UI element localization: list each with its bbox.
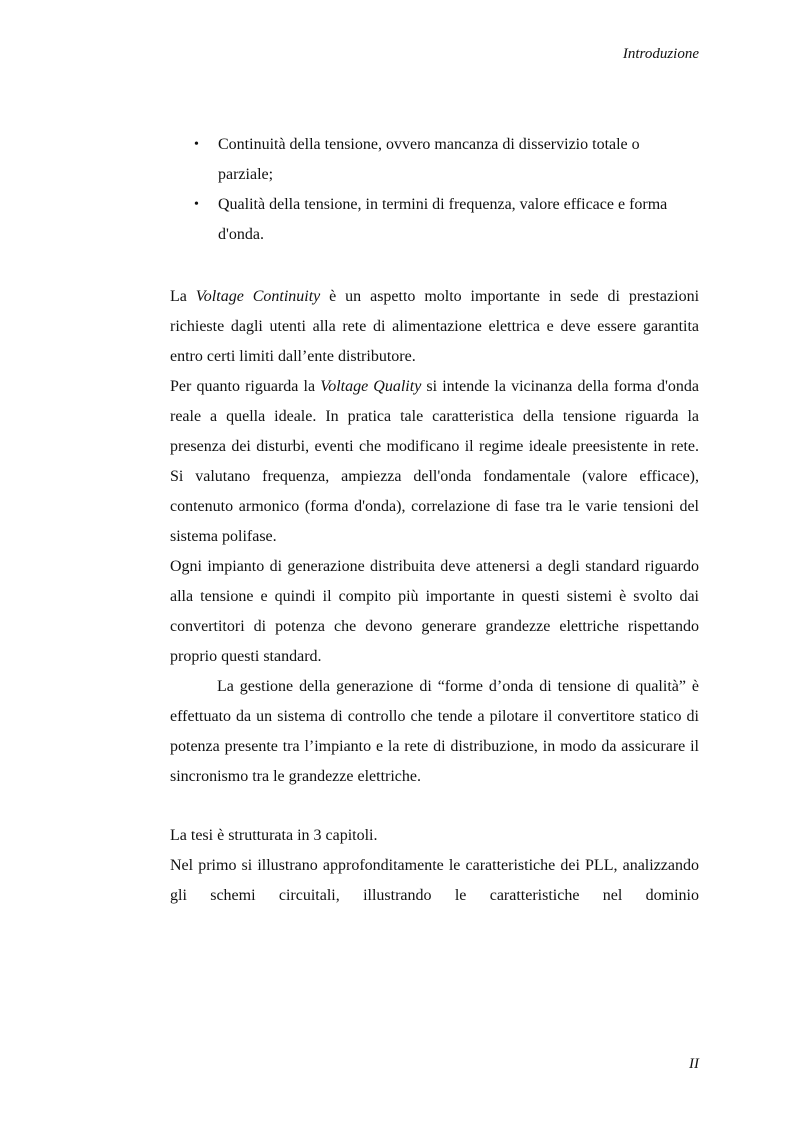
list-item-text: Qualità della tensione, in termini di frequenza, valore efficace e forma d'onda. bbox=[218, 196, 668, 243]
paragraph-voltage-quality bbox=[170, 372, 699, 552]
bullet-icon: • bbox=[194, 197, 199, 212]
paragraph-voltage-continuity bbox=[170, 282, 699, 372]
paragraph-text: è un aspetto molto importante in sede di prestazioni richieste dagli utenti alla rete di alimentazione elettrica e deve essere garantita entro certi limiti dall’ente distributore. bbox=[170, 288, 700, 365]
running-header: Introduzione bbox=[622, 46, 699, 62]
term-voltage-continuity: Voltage Continuity bbox=[195, 288, 321, 305]
paragraph-first-chapter: Nel primo si illustrano approfonditamente le caratteristiche dei PLL, analizzando gli schemi circuitali, illustrando le caratteristiche nel dominio bbox=[170, 857, 699, 904]
term-voltage-quality: Voltage Quality bbox=[320, 378, 422, 395]
list-item bbox=[170, 190, 699, 250]
paragraph-thesis-structure: La tesi è strutturata in 3 capitoli. bbox=[170, 827, 378, 844]
paragraph-control-system: La gestione della generazione di “forme d’onda di tensione di qualità” è effettuato da un sistema di controllo che tende a pilotare il convertitore statico di potenza presente tra l’impianto e la rete di distribuzione, in modo da assicurare il sincronismo tra le grandezze elettriche. bbox=[170, 678, 699, 785]
paragraph-text: La bbox=[170, 288, 196, 305]
page-number: II bbox=[689, 1056, 699, 1072]
bullet-list bbox=[170, 130, 699, 250]
list-item bbox=[170, 130, 699, 190]
page-body bbox=[170, 130, 699, 911]
bullet-icon: • bbox=[194, 137, 199, 152]
paragraph-distributed-generation: Ogni impianto di generazione distribuita deve attenersi a degli standard riguardo alla tensione e quindi il compito più importante in questi sistemi è svolto dai convertitori di potenza che devono generare grandezze elettriche rispettando proprio questi standard. bbox=[170, 558, 699, 665]
paragraph-text: Per quanto riguarda la bbox=[170, 378, 321, 395]
paragraph-text: si intende la vicinanza della forma d'onda reale a quella ideale. In pratica tale caratteristica della tensione riguarda la presenza dei disturbi, eventi che modificano il regime ideale preesistente in rete. Si valutano frequenza, ampiezza dell'onda fondamentale (valore efficace), contenuto armonico (forma d'onda), correlazione di fase tra le varie tensioni del sistema polifase. bbox=[170, 378, 700, 545]
list-item-text: Continuità della tensione, ovvero mancanza di disservizio totale o parziale; bbox=[218, 136, 640, 183]
